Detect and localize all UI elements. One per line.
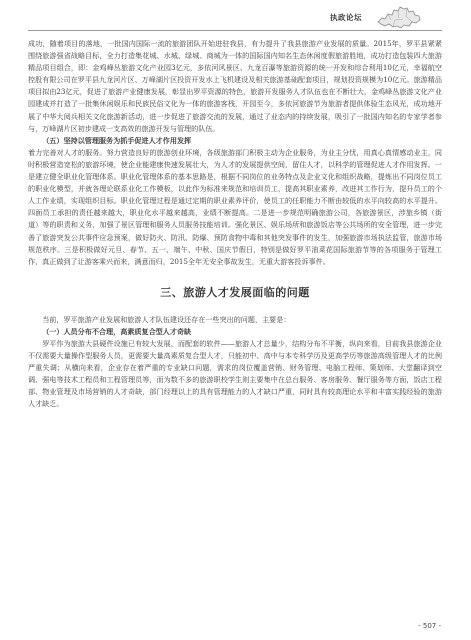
subsection-heading: （一）人员分布不合理，高素质复合型人才奇缺 bbox=[42, 326, 192, 336]
paragraph-continuation: 成功，随着项目的落地，一批国内国际一流的旅游团队开始进驻我县，有力提升了我县旅游产业发展的质量。2015年，罗平县紧紧围绕旅游强省战略目标，全力打造集花城、水城、绿城、商城为一体的国际国内知名生态休闲度假旅游胜地，成功打造包装四大旅游精品项目组合，即：金鸡峰丛旅游文化产业园3亿元，多依河风景区、九龙百瀑等旅游资源的统一开发和综合利用10亿元，幸福航空控股有限公司在罗平县九龙河片区、万峰湖片区投资开发水上飞机建设及相关旅游基础配套项目，规划投资规模为10亿元。旅游精品项目拟由23亿元，促进了旅游产业健康发展，彰显出罗平资源的特色，旅游开发服务人才队伍也在不断壮大，金鸡峰丛旅游文化产业园建成并打造了一批集休闲娱乐和民族民俗文化为一体的旅游客栈，开园至今，多依河旅游节为旅游者提供体验生态风光，成功地开展了中华大阅兵相关文化旅游新活动，进一步促进了旅游交流的发展，通过了业态内的持续发展，吸引了一批国内知名的专家学者参与，万峰湖片区初步建成一支高效的旅游开发与管理的队伍。 bbox=[28, 39, 442, 133]
map-outline-icon bbox=[376, 4, 422, 30]
paragraph-text: 着力完善对人才的服务。努力营造良好的旅游创业环境，各级旅游部门积极主动为企业服务，为业主分忧，用真心真情感动业主，同时积极营造宽松的旅游环境，使企业能建康快速发展壮大，为人才的发展提供空间，留住人才，以科学的管理促进人才作用发挥。一是建立健全职业化管理体系。职业化管理体系的基本思路是，根据不同岗位的业务特点及企业文化和组织战略，提炼出不同岗位员工的职业化模型，并就各理论联系业化工作模板，以此作为标准来规范和培训员工，提高其职业素养，改进其工作行为，提升员工的个人工作业绩，实现组织目标。职业化管理过程是通过定期的职业素养评价，使员工的任职能力不断由较低的水平向较高的水平提升。四面员工承担的责任越来越大，职业化水平越来越高，业绩不断提高。二是进一步规范明确旅游公司，各旅游景区，涉旅乡镇（街道）等的职责和义务，加强了景区管理和服务人员服务技能培训。强化景区、娱乐场所和旅游饭店等公共场所的安全管理，进一步完善了旅游突发公共事件应急预案，做好防火、防汛、防爆、预防食物中毒和其他突发事件的发生，加强旅游市场执法监管，旅游市场规范秩序。三是积极做好元旦、春节、五一、端午、中秋、国庆节假日，特别是做好罗平油菜花国际旅游节等的各项服务于管理工作，真正做到了让游客乘兴而来，满意而归，2015全年无安全事故发生，无重大游客投诉事件。 bbox=[28, 147, 442, 266]
subsection-heading-one bbox=[28, 326, 442, 338]
article-body bbox=[28, 38, 442, 411]
paragraph-intro: 当前，罗平旅游产业发展和旅游人才队伍建设还存在一些突出的问题，主要是： bbox=[42, 314, 291, 324]
subsection-heading: （五）坚持以管理服务为抓手促进人才作用发挥 bbox=[42, 135, 192, 145]
header-label: 执政论坛 bbox=[330, 13, 362, 22]
section-title: 三、旅游人才发展面临的问题 bbox=[160, 285, 310, 299]
paragraph-body: 罗平作为旅游大县硬件设施已有较大发展，而配套的软件——旅游人才总量少，结构分布不平衡，纵向来看，目前我县旅游企业不仅需要大量操作型服务人员，更需要大量高素质复合型人才，只能初中、高中与本专科学历及更高学历等旅游高级管理人才的比例严重失调；从横向来看，企业存在着严重的专业缺口问题，需求的岗位覆盖营销、财务管理、电脑工程师、策划师、大堂翻译到空调、强电等技术工程员和工程管理员等，而为数不多的旅游职校学生则主要集中在总台服务、客房服务、餐厅服务等方面，饭店工程部、物业管理及市场营销的人才奇缺，部门经理以上的具有管理能力的人才缺口严重，同时具有较高理论水平和丰富实践经验的旅游人才缺乏。 bbox=[28, 338, 442, 409]
paragraph-section-five bbox=[28, 135, 442, 268]
header-divider bbox=[28, 30, 442, 31]
page-header bbox=[0, 0, 471, 34]
page-number: - 507 - bbox=[418, 622, 441, 630]
